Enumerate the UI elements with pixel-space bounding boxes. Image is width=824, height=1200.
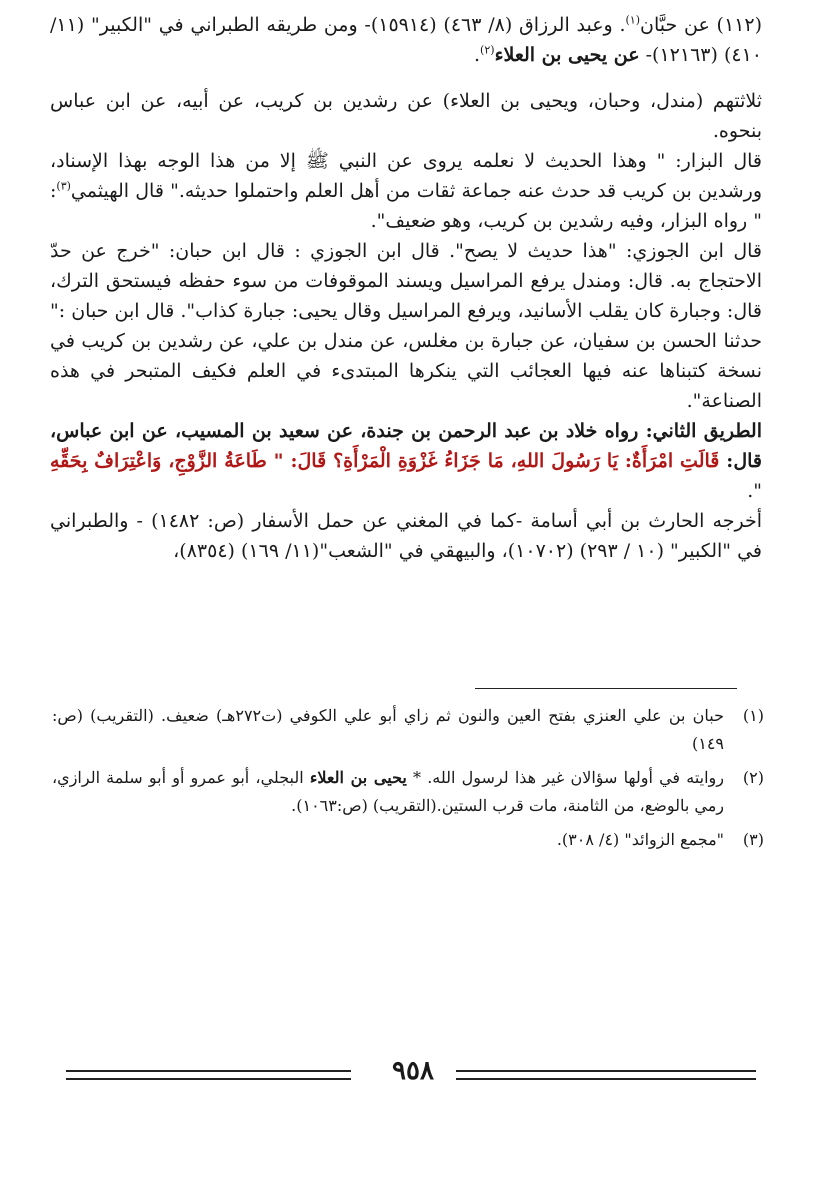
paragraph-second-route	[50, 416, 762, 506]
footnote-2	[52, 764, 764, 820]
footnote-separator	[475, 688, 737, 689]
text-run: .	[474, 44, 481, 66]
hadith-text: قَالَتِ امْرَأَةٌ: يَا رَسُولَ اللهِ، مَا جَزَاءُ غَزْوَةِ الْمَرْأَةِ؟ قَالَ: " طَاعَةُ الزَّوْجِ، وَاعْتِرَافٌ بِحَقِّهِ	[50, 450, 720, 472]
paragraph-bazzar	[50, 146, 762, 236]
footnote-text: حبان بن علي العنزي بفتح العين والنون ثم زاي أبو علي الكوفي (ت٢٧٢هـ) ضعيف. (التقريب) (ص: ١٤٩)	[52, 706, 724, 753]
footnote-3	[52, 826, 764, 854]
paragraph-citations	[50, 10, 762, 70]
footer-rule-right	[456, 1070, 756, 1080]
text-run: : " رواه البزار، وفيه رشدين بن كريب، وهو ضعيف".	[50, 180, 762, 232]
footnote-ref-3[interactable]: (٣)	[56, 179, 71, 193]
text-run: . وعبد الرزاق (٨/ ٤٦٣) (١٥٩١٤)- ومن طريقه الطبراني في "الكبير" (١١/ ٤١٠) (١٢١٦٣)-	[50, 14, 762, 66]
page-number: ٩٥٨	[392, 1056, 434, 1086]
footnote-number: (٢)	[742, 768, 764, 787]
footnotes	[52, 702, 764, 860]
text-run: ".	[747, 480, 762, 502]
footnote-text: "مجمع الزوائد" (٤/ ٣٠٨).	[556, 830, 724, 849]
footnote-ref-2[interactable]: (٢)	[480, 43, 495, 57]
main-text	[50, 10, 762, 566]
paragraph-ibn-jawzi: قال ابن الجوزي: "هذا حديث لا يصح". قال ابن الجوزي : قال ابن حبان: "خرج عن حدّ الاحتجاج به. قال: ومندل يرفع المراسيل ويسند الموقوفات من سوء حفظه فيستحق الترك، قال: وجبارة كان يقلب الأسانيد، ويرفع المراسيل وقال يحيى: جبارة كذاب". قال ابن حبان :" حدثنا الحسن بن سفيان، عن جبارة بن مغلس، عن مندل بن علي، عن رشدين بن كريب في نسخة كتبناها عنه فيها العجائب التي ينكرها المبتدىء في العلم فكيف المتبحر في هذه الصناعة".	[50, 240, 762, 412]
paragraph-takhrij: أخرجه الحارث بن أبي أسامة -كما في المغني عن حمل الأسفار (ص: ١٤٨٢) - والطبراني في "الكبير" (١٠ / ٢٩٣) (١٠٧٠٢)، والبيهقي في "الشعب"(١١/ ١٦٩) (٨٣٥٤)،	[50, 510, 762, 562]
narrator-name: يحيى بن العلاء	[309, 768, 407, 787]
footnote-ref-1[interactable]: (١)	[625, 13, 641, 27]
text-run: البجلي، أبو عمرو أو أبو سلمة الرازي، رمي بالوضع، من الثامنة، مات قرب الستين.(التقريب) (ص:١٠٦٣).	[52, 768, 724, 815]
footnote-text	[52, 764, 724, 820]
footer-rule-left	[66, 1070, 351, 1080]
text-run: (١١٢) عن حبَّان	[640, 14, 762, 36]
route-heading: الطريق الثاني: رواه خلاد بن عبد الرحمن بن جندة، عن سعيد بن المسيب، عن ابن عباس، قال:	[50, 420, 763, 472]
footnote-1	[52, 702, 764, 758]
text-run: روايته في أولها سؤالان غير هذا لرسول الله. *	[406, 768, 725, 787]
footnote-number: (١)	[742, 706, 764, 725]
narrator-name: عن يحيى بن العلاء	[494, 44, 640, 66]
paragraph-chain: ثلاثتهم (مندل، وحبان، ويحيى بن العلاء) عن رشدين بن كريب، عن أبيه، عن ابن عباس بنحوه.	[50, 90, 762, 142]
footnote-number: (٣)	[742, 830, 764, 849]
text-run: قال البزار: " وهذا الحديث لا نعلمه يروى عن النبي ﷺ إلا من هذا الوجه بهذا الإسناد، ورشدين بن كريب قد حدث عنه جماعة ثقات من أهل العلم واحتملوا حديثه." قال الهيثمي	[50, 150, 762, 202]
page-footer	[66, 1058, 756, 1098]
